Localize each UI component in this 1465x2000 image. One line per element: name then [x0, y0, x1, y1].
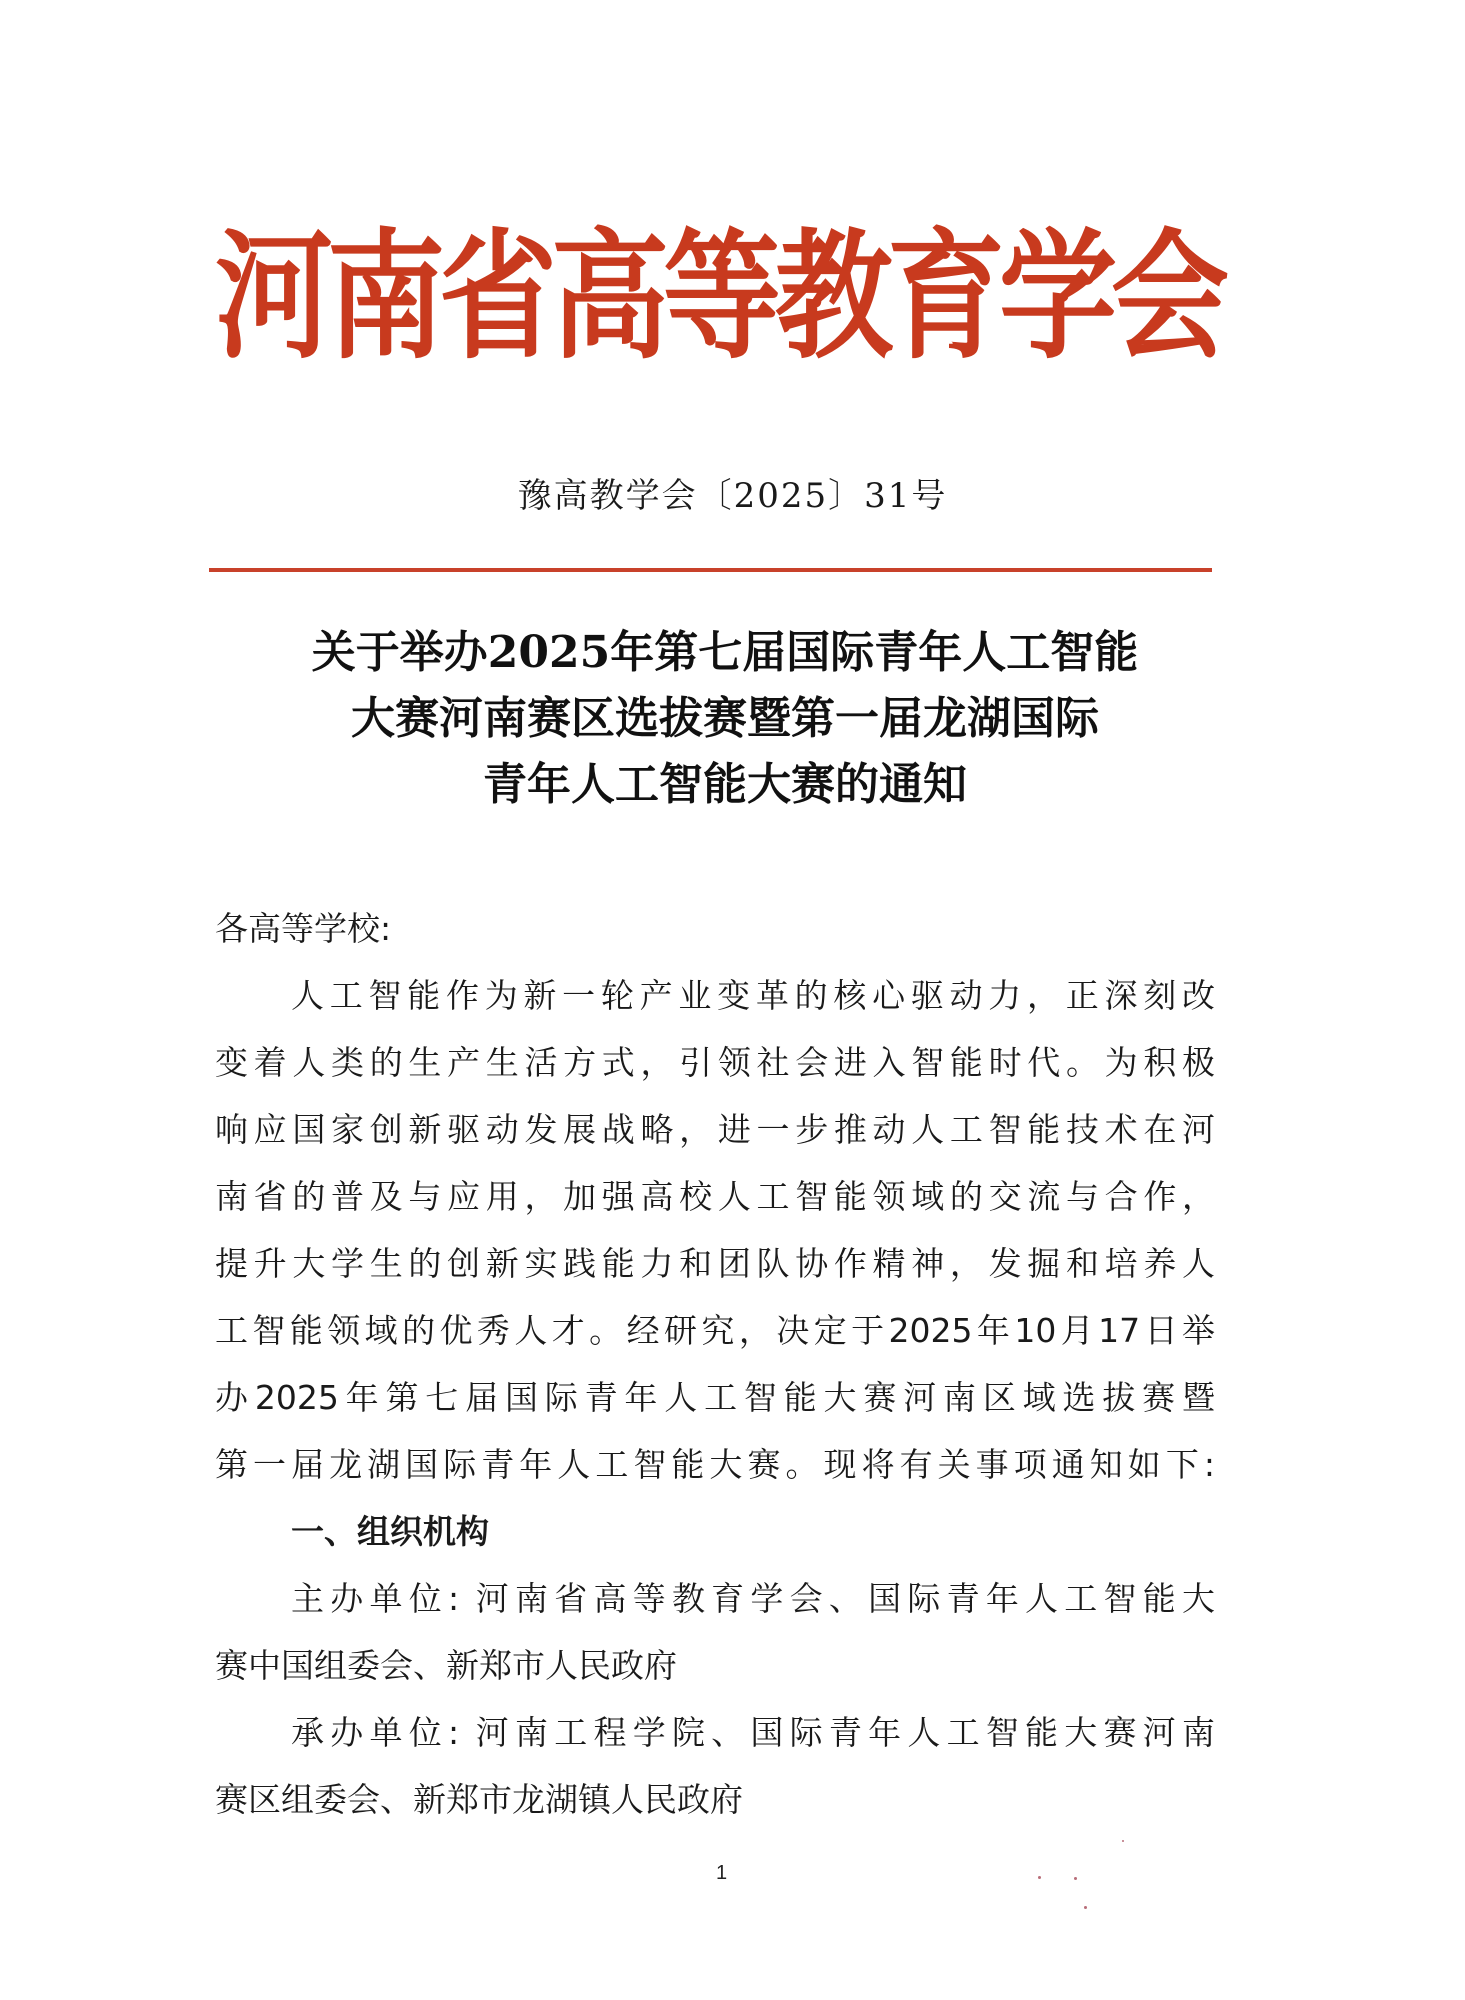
page-number: 1	[716, 1862, 728, 1884]
intro-paragraph-line: 工智能领域的优秀人才。经研究，决定于2025年10月17日举	[215, 1311, 1215, 1350]
masthead-char: 等	[663, 215, 782, 378]
intro-paragraph-line: 办2025年第七届国际青年人工智能大赛河南区域选拔赛暨	[215, 1378, 1215, 1417]
intro-paragraph-line: 变着人类的生产生活方式，引领社会进入智能时代。为积极	[215, 1043, 1215, 1082]
masthead-char: 教	[775, 215, 894, 378]
masthead-char: 高	[551, 215, 670, 378]
masthead-char: 会	[1111, 215, 1230, 378]
ink-speck	[1084, 1906, 1087, 1909]
intro-paragraph-line: 第一届龙湖国际青年人工智能大赛。现将有关事项通知如下:	[215, 1445, 1215, 1484]
ink-speck	[1074, 1877, 1077, 1880]
ink-speck	[1038, 1876, 1041, 1879]
host-line: 承办单位: 河南工程学院、国际青年人工智能大赛河南	[291, 1713, 1215, 1752]
red-divider-rule	[209, 568, 1212, 572]
organizer-line: 赛中国组委会、新郑市人民政府	[215, 1646, 677, 1685]
host-line: 赛区组委会、新郑市龙湖镇人民政府	[215, 1780, 743, 1819]
document-body	[215, 895, 1215, 1833]
masthead-char: 河	[215, 215, 334, 378]
salutation: 各高等学校:	[215, 909, 392, 948]
document-number: 豫高教学会〔2025〕31号	[517, 476, 948, 516]
section-heading-organization: 一、组织机构	[291, 1512, 489, 1551]
intro-paragraph-line: 提升大学生的创新实践能力和团队协作精神，发掘和培养人	[215, 1244, 1215, 1283]
masthead-title	[215, 208, 1230, 385]
title-line: 关于举办2025年第七届国际青年人工智能	[311, 627, 1139, 678]
ink-speck	[1122, 1840, 1124, 1842]
organizer-line: 主办单位: 河南省高等教育学会、国际青年人工智能大	[291, 1579, 1215, 1618]
title-line: 大赛河南赛区选拔赛暨第一届龙湖国际	[351, 693, 1099, 744]
masthead-char: 省	[439, 215, 558, 378]
intro-paragraph-line: 南省的普及与应用，加强高校人工智能领域的交流与合作，	[215, 1177, 1215, 1216]
masthead-char: 学	[999, 215, 1118, 378]
document-title	[200, 620, 1250, 818]
intro-paragraph-line: 人工智能作为新一轮产业变革的核心驱动力，正深刻改	[291, 976, 1215, 1015]
title-line: 青年人工智能大赛的通知	[483, 759, 967, 810]
intro-paragraph-line: 响应国家创新驱动发展战略，进一步推动人工智能技术在河	[215, 1110, 1215, 1149]
masthead-char: 南	[327, 215, 446, 378]
masthead-char: 育	[887, 215, 1006, 378]
